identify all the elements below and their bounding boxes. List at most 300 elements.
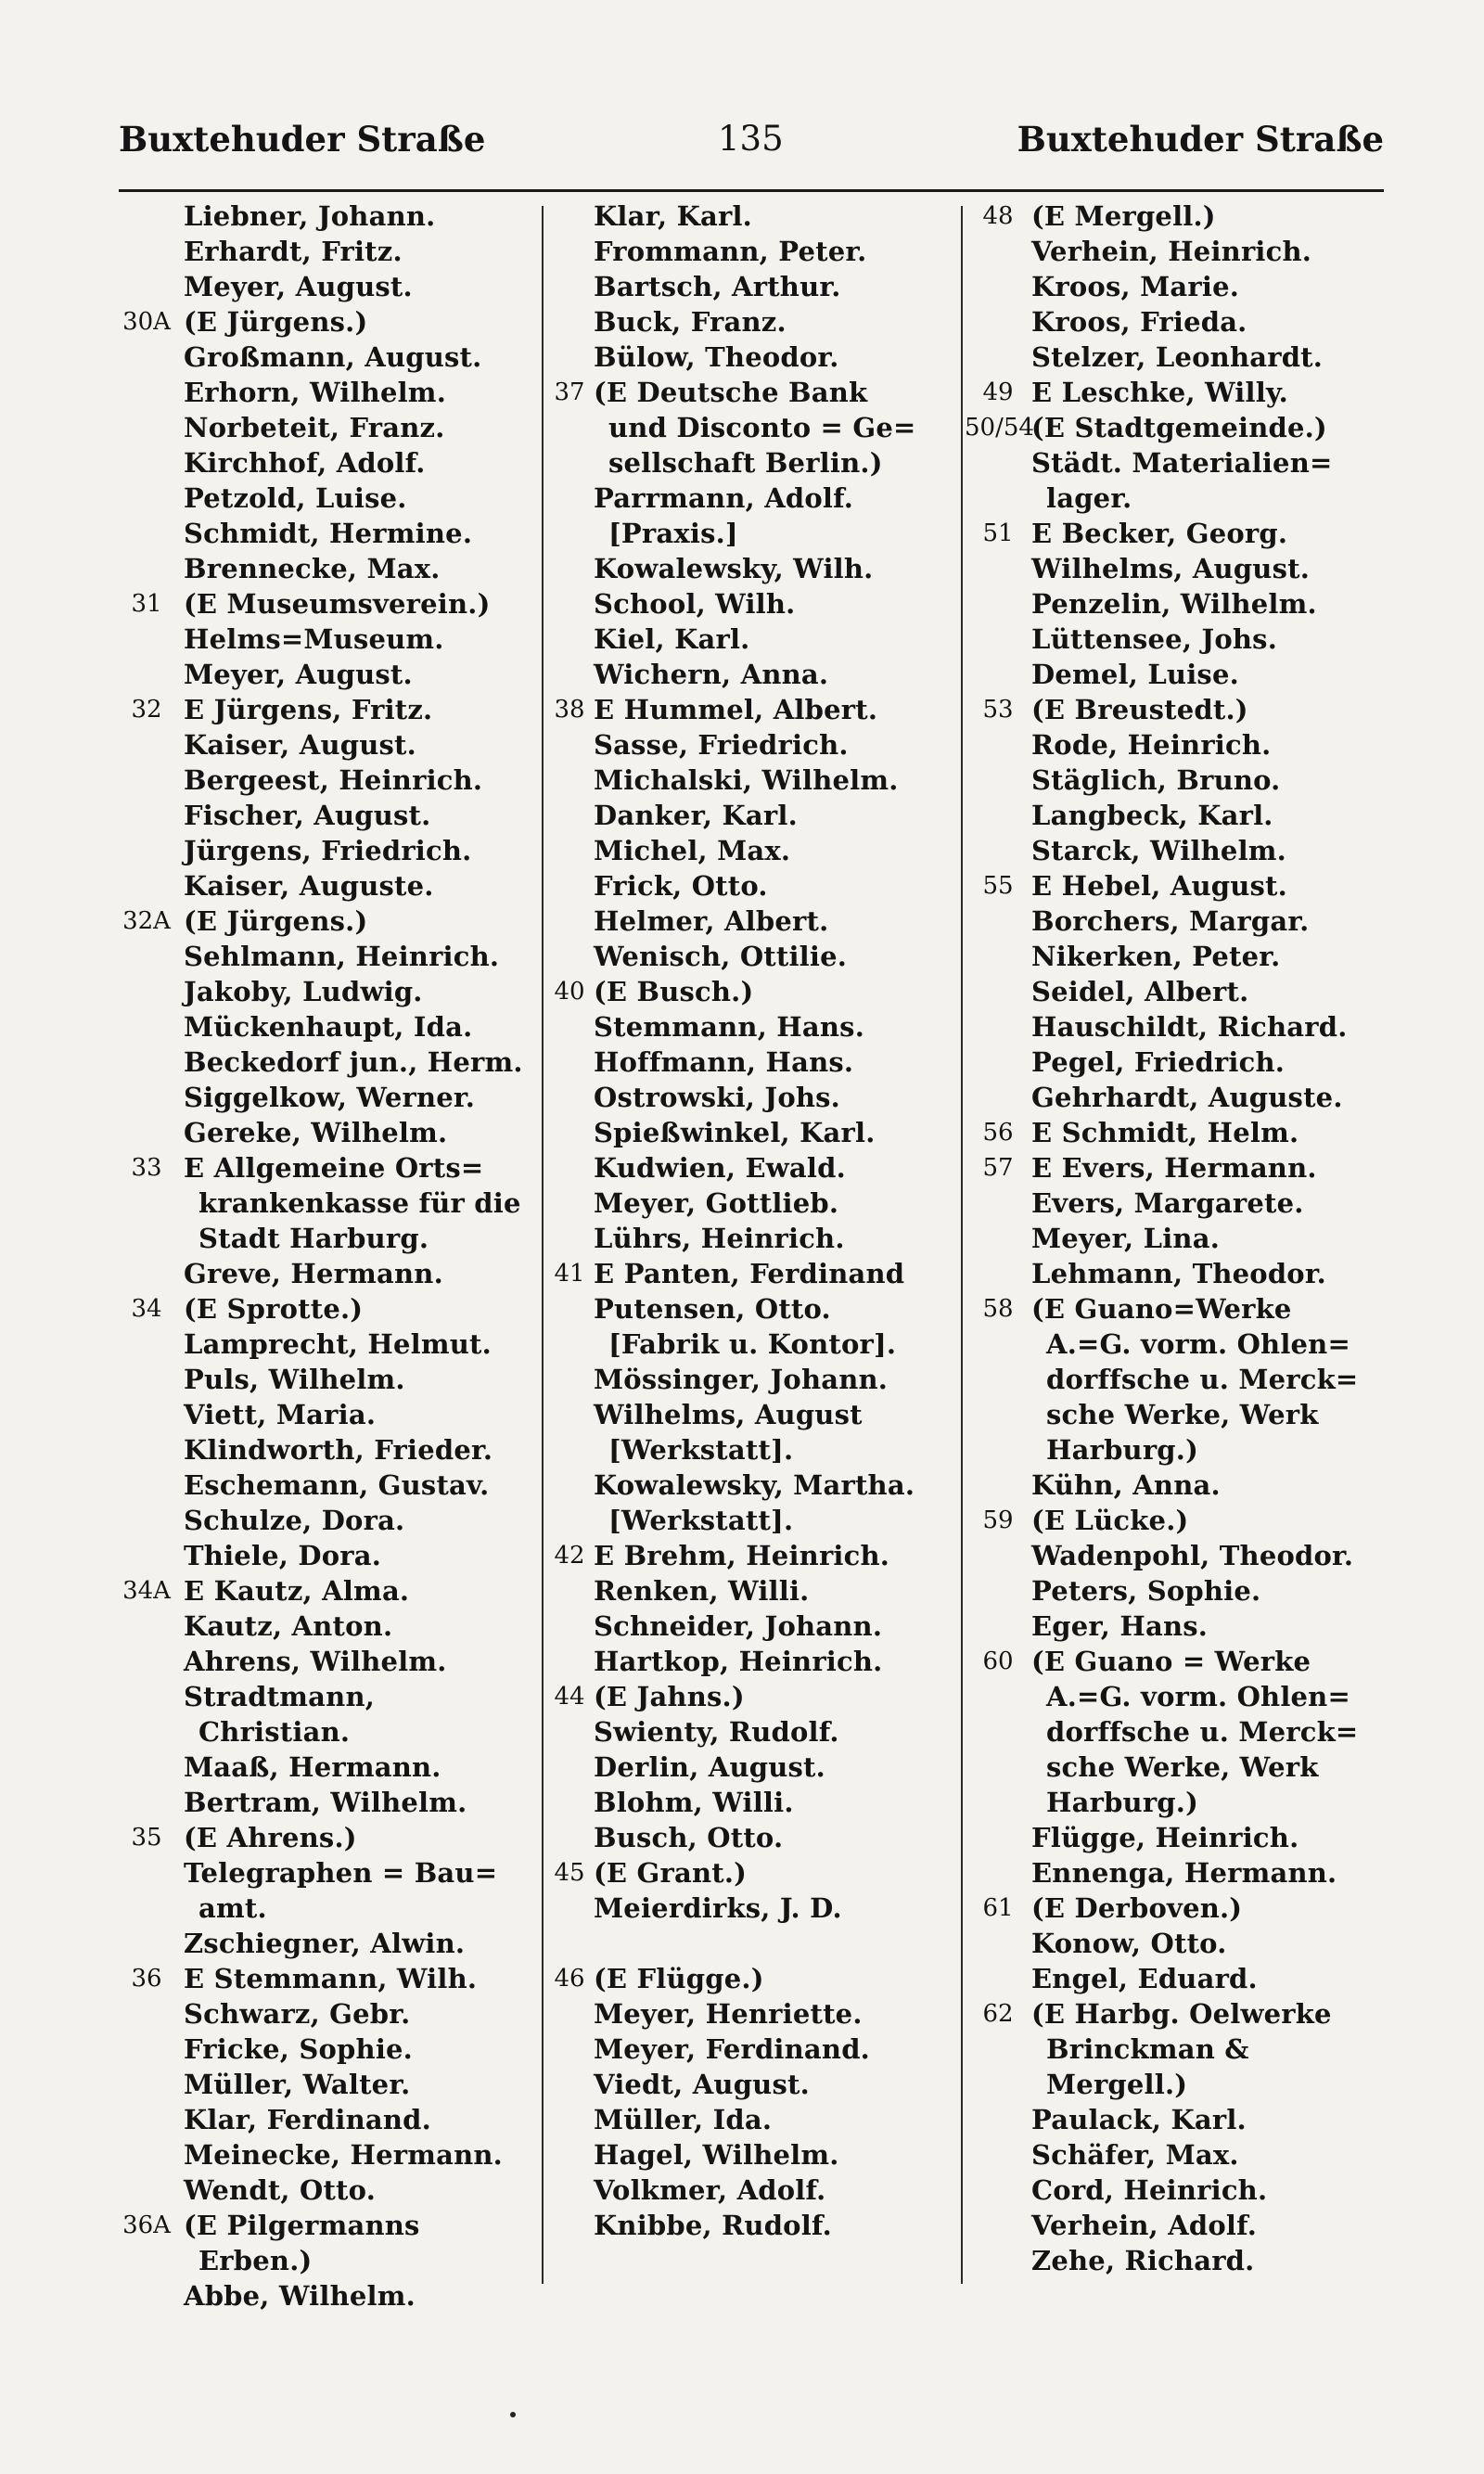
house-number xyxy=(965,1468,1031,1503)
directory-entry xyxy=(109,1080,538,1115)
resident-text: Klindworth, Frieder. xyxy=(184,1434,493,1466)
resident-text: Klar, Ferdinand. xyxy=(184,2104,431,2135)
resident-text: Bülow, Theodor. xyxy=(594,341,839,373)
resident-text: Helms=Museum. xyxy=(184,623,444,655)
directory-entry xyxy=(109,2137,538,2173)
house-number: 44 xyxy=(554,1683,585,1711)
resident-text: Blohm, Willi. xyxy=(594,1787,794,1818)
directory-entry xyxy=(109,445,538,481)
house-number: 34A xyxy=(122,1577,171,1605)
resident-text: Kühn, Anna. xyxy=(1031,1469,1221,1501)
resident-text: Maaß, Hermann. xyxy=(184,1751,441,1783)
resident-text: Christian. xyxy=(198,1716,351,1748)
resident-text: Stäglich, Bruno. xyxy=(1031,764,1281,796)
house-number xyxy=(545,269,594,304)
directory-entry xyxy=(109,1573,538,1609)
resident-text: krankenkasse für die xyxy=(198,1187,521,1219)
resident-text: (E Jürgens.) xyxy=(184,306,368,338)
house-number: 42 xyxy=(554,1542,585,1570)
resident-text: Michalski, Wilhelm. xyxy=(594,764,899,796)
resident-text: A.=G. vorm. Ohlen= xyxy=(1046,1681,1350,1712)
resident-text: (E Grant.) xyxy=(594,1857,748,1889)
house-number xyxy=(545,1186,594,1221)
house-number xyxy=(109,516,184,551)
directory-entry xyxy=(545,1432,965,1468)
resident-text: Stemmann, Hans. xyxy=(594,1011,865,1043)
directory-entry xyxy=(109,1397,538,1432)
house-number xyxy=(545,410,594,445)
house-number xyxy=(545,1397,594,1432)
resident-text: Mössinger, Johann. xyxy=(594,1364,889,1395)
directory-entry xyxy=(109,1009,538,1045)
resident-text: Knibbe, Rudolf. xyxy=(594,2210,832,2241)
resident-text: Eschemann, Gustav. xyxy=(184,1469,490,1501)
house-number xyxy=(109,340,184,375)
house-number xyxy=(109,727,184,763)
resident-text: Ennenga, Hermann. xyxy=(1031,1857,1337,1889)
house-number: 33 xyxy=(131,1154,162,1182)
directory-entry xyxy=(545,481,965,516)
resident-text: E Evers, Hermann. xyxy=(1031,1152,1317,1184)
directory-entry xyxy=(545,445,965,481)
directory-entry xyxy=(109,269,538,304)
resident-text: Volkmer, Adolf. xyxy=(594,2174,826,2206)
directory-entry xyxy=(109,763,538,798)
house-number xyxy=(109,1996,184,2032)
house-number xyxy=(965,1820,1031,1855)
house-number xyxy=(965,2208,1031,2243)
column-right xyxy=(965,199,1388,2278)
resident-text: Frommann, Peter. xyxy=(594,236,867,267)
directory-entry xyxy=(965,1080,1388,1115)
house-number xyxy=(545,1785,594,1820)
resident-text: Cord, Heinrich. xyxy=(1031,2174,1268,2206)
directory-entry xyxy=(965,1538,1388,1573)
directory-entry xyxy=(545,974,965,1009)
house-number xyxy=(545,1009,594,1045)
resident-text: E Jürgens, Fritz. xyxy=(184,694,433,725)
resident-text: Kowalewsky, Wilh. xyxy=(594,553,874,584)
resident-text: (E Harbg. Oelwerke xyxy=(1031,1998,1332,2030)
directory-entry xyxy=(965,1009,1388,1045)
house-number xyxy=(109,1362,184,1397)
resident-text: Greve, Hermann. xyxy=(184,1258,443,1289)
house-number xyxy=(965,340,1031,375)
house-number xyxy=(545,2173,594,2208)
house-number xyxy=(545,551,594,586)
house-number xyxy=(965,1397,1031,1432)
directory-entry xyxy=(109,1503,538,1538)
directory-entry xyxy=(965,2032,1388,2067)
directory-entry xyxy=(109,234,538,269)
house-number xyxy=(965,1009,1031,1045)
house-number xyxy=(109,1926,184,1961)
house-number: 61 xyxy=(982,1894,1014,1922)
directory-entry xyxy=(965,1186,1388,1221)
house-number: 55 xyxy=(982,872,1014,900)
directory-entry xyxy=(545,868,965,904)
directory-entry xyxy=(965,445,1388,481)
directory-entry xyxy=(965,410,1388,445)
house-number xyxy=(545,833,594,868)
directory-entry xyxy=(965,1644,1388,1679)
directory-entry xyxy=(965,1714,1388,1750)
resident-text: Brennecke, Max. xyxy=(184,553,441,584)
house-number xyxy=(109,2278,184,2314)
house-number xyxy=(109,974,184,1009)
resident-text: Swienty, Rudolf. xyxy=(594,1716,839,1748)
house-number xyxy=(109,551,184,586)
directory-entry xyxy=(965,2067,1388,2102)
directory-entry xyxy=(109,974,538,1009)
house-number xyxy=(109,1186,184,1221)
directory-entry xyxy=(545,622,965,657)
house-number xyxy=(965,551,1031,586)
house-number xyxy=(965,2173,1031,2208)
directory-entry xyxy=(109,1327,538,1362)
house-number xyxy=(109,269,184,304)
directory-entry xyxy=(545,1609,965,1644)
house-number xyxy=(965,1538,1031,1573)
directory-entry xyxy=(965,727,1388,763)
resident-text: Gereke, Wilhelm. xyxy=(184,1117,448,1148)
house-number: 57 xyxy=(982,1154,1014,1182)
directory-entry xyxy=(545,1926,965,1961)
house-number xyxy=(109,1468,184,1503)
resident-text: Stadt Harburg. xyxy=(198,1223,429,1254)
directory-entry xyxy=(965,1926,1388,1961)
house-number xyxy=(109,2137,184,2173)
directory-entry xyxy=(965,1045,1388,1080)
resident-text: Sehlmann, Heinrich. xyxy=(184,941,500,972)
house-number xyxy=(545,868,594,904)
directory-entry xyxy=(545,1009,965,1045)
resident-text: Ahrens, Wilhelm. xyxy=(184,1646,447,1677)
resident-text: Sasse, Friedrich. xyxy=(594,729,849,761)
house-number: 53 xyxy=(982,696,1014,724)
directory-entry xyxy=(965,692,1388,727)
house-number: 59 xyxy=(982,1506,1014,1534)
house-number xyxy=(965,763,1031,798)
directory-entry xyxy=(965,1503,1388,1538)
resident-text: Meyer, Ferdinand. xyxy=(594,2033,870,2065)
house-number xyxy=(545,481,594,516)
resident-text: (E Jürgens.) xyxy=(184,905,368,937)
resident-text: Kroos, Frieda. xyxy=(1031,306,1247,338)
house-number xyxy=(965,1961,1031,1996)
house-number xyxy=(545,516,594,551)
house-number: 51 xyxy=(982,519,1014,547)
resident-text: Bergeest, Heinrich. xyxy=(184,764,483,796)
directory-entry xyxy=(545,904,965,939)
resident-text: Meyer, Gottlieb. xyxy=(594,1187,839,1219)
directory-entry xyxy=(109,586,538,622)
resident-text: School, Wilh. xyxy=(594,588,796,620)
directory-entry xyxy=(109,1820,538,1855)
directory-entry xyxy=(965,304,1388,340)
house-number xyxy=(965,1679,1031,1714)
resident-text: Großmann, August. xyxy=(184,341,482,373)
house-number xyxy=(965,939,1031,974)
directory-entry xyxy=(109,2208,538,2243)
house-number xyxy=(965,234,1031,269)
house-number xyxy=(109,199,184,234)
directory-entry xyxy=(109,1045,538,1080)
resident-text: Lamprecht, Helmut. xyxy=(184,1328,492,1360)
resident-text: Meinecke, Hermann. xyxy=(184,2139,503,2171)
directory-entry xyxy=(965,2137,1388,2173)
house-number xyxy=(965,2137,1031,2173)
resident-text: Meyer, August. xyxy=(184,659,413,690)
house-number xyxy=(545,2067,594,2102)
resident-text: Demel, Luise. xyxy=(1031,659,1239,690)
directory-entry xyxy=(965,1397,1388,1432)
directory-entry xyxy=(545,2137,965,2173)
house-number: 32 xyxy=(131,696,162,724)
directory-entry xyxy=(545,727,965,763)
directory-entry xyxy=(109,2102,538,2137)
directory-entry xyxy=(109,2278,538,2314)
directory-entry xyxy=(545,2208,965,2243)
directory-entry xyxy=(965,1750,1388,1785)
house-number xyxy=(545,763,594,798)
house-number xyxy=(109,1432,184,1468)
directory-entry xyxy=(965,481,1388,516)
resident-text: Eger, Hans. xyxy=(1031,1610,1209,1642)
resident-text: Norbeteit, Franz. xyxy=(184,412,445,443)
house-number xyxy=(545,2102,594,2137)
house-number xyxy=(545,199,594,234)
resident-text: Erben.) xyxy=(198,2245,313,2276)
directory-entry xyxy=(545,2173,965,2208)
directory-entry xyxy=(965,1115,1388,1150)
directory-entry xyxy=(965,1573,1388,1609)
house-number xyxy=(109,1256,184,1291)
resident-text: Kaiser, August. xyxy=(184,729,416,761)
house-number xyxy=(965,2032,1031,2067)
resident-text: Mückenhaupt, Ida. xyxy=(184,1011,473,1043)
resident-text: Telegraphen = Bau= xyxy=(184,1857,498,1889)
house-number xyxy=(545,798,594,833)
resident-text: Ostrowski, Johs. xyxy=(594,1082,840,1113)
house-number xyxy=(965,1432,1031,1468)
resident-text: Meyer, Lina. xyxy=(1031,1223,1220,1254)
house-number: 38 xyxy=(554,696,585,724)
directory-entry xyxy=(965,1432,1388,1468)
directory-entry xyxy=(545,1996,965,2032)
directory-entry xyxy=(545,1679,965,1714)
house-number xyxy=(545,1150,594,1186)
directory-entry xyxy=(965,1609,1388,1644)
resident-text: Bertram, Wilhelm. xyxy=(184,1787,467,1818)
directory-entry xyxy=(545,657,965,692)
directory-entry xyxy=(109,1961,538,1996)
directory-entry xyxy=(545,763,965,798)
house-number xyxy=(545,939,594,974)
directory-entry xyxy=(109,1926,538,1961)
house-number xyxy=(545,1503,594,1538)
house-number xyxy=(545,1291,594,1327)
resident-text: Danker, Karl. xyxy=(594,800,798,831)
directory-entry xyxy=(545,939,965,974)
resident-text: lager. xyxy=(1046,482,1132,514)
directory-entry xyxy=(109,340,538,375)
house-number: 37 xyxy=(554,378,585,406)
house-number xyxy=(965,1926,1031,1961)
house-number xyxy=(965,1714,1031,1750)
house-number xyxy=(545,1468,594,1503)
stray-dot xyxy=(510,2412,516,2417)
house-number xyxy=(545,727,594,763)
resident-text: E Brehm, Heinrich. xyxy=(594,1540,890,1571)
directory-entry xyxy=(109,1186,538,1221)
directory-entry xyxy=(109,1750,538,1785)
resident-text: dorffsche u. Merck= xyxy=(1046,1716,1359,1748)
directory-entry xyxy=(965,551,1388,586)
directory-entry xyxy=(545,833,965,868)
resident-text: (E Guano = Werke xyxy=(1031,1646,1311,1677)
house-number xyxy=(109,375,184,410)
directory-entry xyxy=(545,516,965,551)
resident-text: Stradtmann, xyxy=(184,1681,376,1712)
resident-text: (E Mergell.) xyxy=(1031,200,1216,232)
resident-text: Erhardt, Fritz. xyxy=(184,236,403,267)
house-number: 58 xyxy=(982,1295,1014,1323)
resident-text: E Stemmann, Wilh. xyxy=(184,1963,478,1994)
resident-text: Parrmann, Adolf. xyxy=(594,482,854,514)
house-number: 60 xyxy=(982,1647,1014,1675)
resident-text: Erhorn, Wilhelm. xyxy=(184,377,446,408)
resident-text: Peters, Sophie. xyxy=(1031,1575,1261,1607)
house-number xyxy=(545,1221,594,1256)
house-number: 46 xyxy=(554,1965,585,1993)
house-number xyxy=(109,798,184,833)
directory-entry xyxy=(109,410,538,445)
directory-entry xyxy=(545,551,965,586)
resident-text: Harburg.) xyxy=(1046,1787,1199,1818)
house-number xyxy=(545,622,594,657)
directory-entry xyxy=(109,1855,538,1891)
house-number xyxy=(545,340,594,375)
directory-entry xyxy=(545,1221,965,1256)
house-number xyxy=(109,1397,184,1432)
house-number xyxy=(545,2208,594,2243)
directory-entry xyxy=(545,1045,965,1080)
header-street-right: Buxtehuder Straße xyxy=(1017,119,1384,160)
resident-text: Schmidt, Hermine. xyxy=(184,518,473,549)
directory-entry xyxy=(109,1996,538,2032)
directory-entry xyxy=(545,1855,965,1891)
directory-entry xyxy=(965,1221,1388,1256)
directory-entry xyxy=(545,1961,965,1996)
resident-text: E Kautz, Alma. xyxy=(184,1575,410,1607)
directory-entry xyxy=(109,1714,538,1750)
resident-text: (E Breustedt.) xyxy=(1031,694,1248,725)
resident-text: sche Werke, Werk xyxy=(1046,1751,1319,1783)
house-number: 36A xyxy=(122,2211,171,2239)
resident-text: Schulze, Dora. xyxy=(184,1505,405,1536)
resident-text: (E Flügge.) xyxy=(594,1963,764,1994)
house-number xyxy=(109,939,184,974)
house-number xyxy=(965,481,1031,516)
directory-entry xyxy=(965,798,1388,833)
directory-entry xyxy=(545,1256,965,1291)
directory-entry xyxy=(965,939,1388,974)
directory-entry xyxy=(965,199,1388,234)
house-number: 40 xyxy=(554,978,585,1006)
house-number: 30A xyxy=(122,308,171,336)
house-number xyxy=(109,868,184,904)
directory-entry xyxy=(545,1644,965,1679)
resident-text: Schneider, Johann. xyxy=(594,1610,883,1642)
resident-text: Meierdirks, J. D. xyxy=(594,1892,842,1924)
directory-entry xyxy=(109,1891,538,1926)
directory-entry xyxy=(545,375,965,410)
resident-text: [Werkstatt]. xyxy=(608,1434,794,1466)
house-number xyxy=(109,1327,184,1362)
resident-text: Engel, Eduard. xyxy=(1031,1963,1258,1994)
house-number xyxy=(109,1750,184,1785)
house-number xyxy=(109,1855,184,1891)
directory-entry xyxy=(545,1468,965,1503)
directory-entry xyxy=(109,1115,538,1150)
house-number xyxy=(965,622,1031,657)
directory-entry xyxy=(965,2102,1388,2137)
house-number xyxy=(545,1432,594,1468)
house-number xyxy=(965,1327,1031,1362)
house-number xyxy=(109,2243,184,2278)
resident-text: Pegel, Friedrich. xyxy=(1031,1046,1286,1078)
resident-text: Verhein, Adolf. xyxy=(1031,2210,1258,2241)
directory-entry xyxy=(965,1891,1388,1926)
column-middle xyxy=(545,199,965,2243)
house-number xyxy=(109,763,184,798)
directory-entry xyxy=(109,868,538,904)
resident-text: (E Deutsche Bank xyxy=(594,377,868,408)
directory-entry xyxy=(109,2032,538,2067)
resident-text: (E Sprotte.) xyxy=(184,1293,364,1325)
house-number xyxy=(965,833,1031,868)
resident-text: E Becker, Georg. xyxy=(1031,518,1288,549)
house-number xyxy=(109,234,184,269)
directory-entry xyxy=(109,2243,538,2278)
resident-text: Hagel, Wilhelm. xyxy=(594,2139,839,2171)
directory-entry xyxy=(965,763,1388,798)
resident-text: Abbe, Wilhelm. xyxy=(184,2280,416,2312)
resident-text: Schwarz, Gebr. xyxy=(184,1998,411,2030)
directory-entry xyxy=(545,586,965,622)
directory-entry xyxy=(545,1820,965,1855)
directory-entry xyxy=(109,375,538,410)
directory-entry xyxy=(109,939,538,974)
resident-text: Kroos, Marie. xyxy=(1031,271,1240,302)
directory-entry xyxy=(545,269,965,304)
directory-entry xyxy=(965,1855,1388,1891)
resident-text: sellschaft Berlin.) xyxy=(608,447,883,479)
house-number xyxy=(545,234,594,269)
resident-text: Viett, Maria. xyxy=(184,1399,377,1430)
resident-text: Wichern, Anna. xyxy=(594,659,829,690)
house-number xyxy=(965,657,1031,692)
directory-entry xyxy=(545,1538,965,1573)
resident-text: Rode, Heinrich. xyxy=(1031,729,1272,761)
resident-text: Lüttensee, Johs. xyxy=(1031,623,1277,655)
resident-text: dorffsche u. Merck= xyxy=(1046,1364,1359,1395)
house-number xyxy=(965,2102,1031,2137)
directory-entry xyxy=(545,1750,965,1785)
directory-entry xyxy=(545,2102,965,2137)
resident-text xyxy=(594,1926,965,1961)
